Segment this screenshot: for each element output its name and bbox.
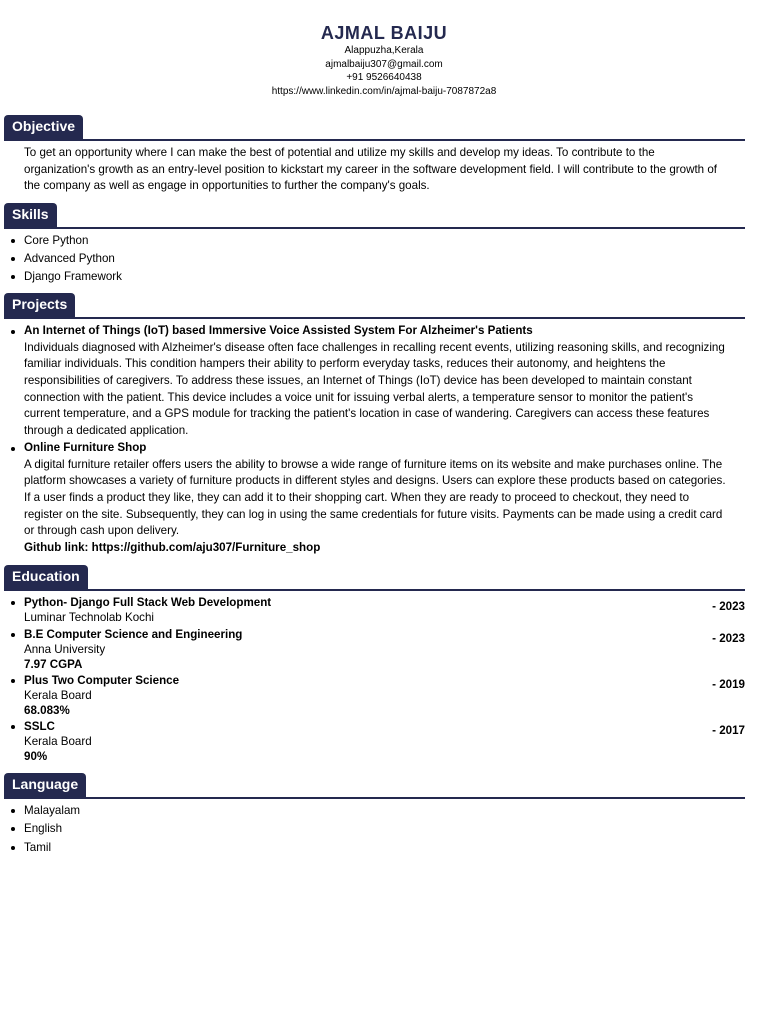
project-description: A digital furniture retailer offers users the ability to browse a wide range of furniture items on its website and make purchases online. The platform showcases a variety of furniture products in different styles and designs. Users can explore these products based on categories. If a user finds a product they like, they can add it to their shopping cart. When they are ready to proceed to checkout, they need to register on the site. Subsequently, they can log in using the same credentials for future visits. Payments can be made using a credit card or through cash upon delivery.	[24, 457, 726, 538]
education-list	[4, 595, 745, 764]
project-item	[4, 323, 727, 440]
education-year: - 2019	[712, 677, 745, 691]
skills-section	[4, 201, 745, 286]
objective-text: To get an opportunity where I can make the best of potential and utilize my skills and develop my ideas. To contribute to the organization's growth as an entry-level position to kickstart my career in the software development field. I will contribute to the growth of the company as well as engage in opportunities to further the company's goals.	[24, 145, 718, 193]
education-score: 7.97 CGPA	[24, 657, 83, 671]
projects-section	[4, 291, 745, 557]
github-link[interactable]: Github link: https://github.com/aju307/Furniture_shop	[24, 541, 321, 555]
education-score: 90%	[24, 749, 48, 763]
education-item	[4, 627, 745, 672]
skill-item: Django Framework	[4, 268, 745, 286]
skills-list	[4, 232, 745, 286]
projects-title: Projects	[4, 293, 75, 317]
projects-header	[4, 291, 745, 319]
language-title: Language	[4, 773, 86, 797]
language-item: Malayalam	[4, 802, 745, 821]
education-item	[4, 719, 745, 764]
skill-item: Advanced Python	[4, 250, 745, 268]
education-year: - 2023	[712, 599, 745, 613]
skills-title: Skills	[4, 203, 57, 227]
objective-title: Objective	[4, 115, 83, 139]
objective-section	[4, 113, 745, 195]
projects-list	[4, 323, 745, 557]
education-institution: Anna University	[24, 642, 106, 656]
education-title: Education	[4, 565, 88, 589]
language-section	[4, 771, 745, 858]
language-header	[4, 771, 745, 799]
location: Alappuzha,Kerala	[344, 45, 424, 56]
project-description: Individuals diagnosed with Alzheimer's disease often face challenges in recalling recent events, utilizing reasoning skills, and recognizing familiar individuals. This condition hampers their ability to perform everyday tasks, reduces their autonomy, and heightens the responsibilities of caregivers. To address these issues, an Internet of Things (IoT) device has been developed to maintain constant connection with the patient. This device includes a voice unit for issuing verbal alerts, a temperature sensor to monitor the patient's current temperature, and a GPS module for tracking the patient's location in case of wandering. Caregivers can access these features through a dedicated application.	[24, 340, 725, 438]
language-item: English	[4, 820, 745, 839]
education-year: - 2023	[712, 631, 745, 645]
education-degree: Python- Django Full Stack Web Development	[24, 595, 272, 609]
skills-header	[4, 201, 745, 229]
email[interactable]: ajmalbaiju307@gmail.com	[325, 58, 443, 70]
education-institution: Kerala Board	[24, 734, 92, 748]
education-section	[4, 563, 745, 764]
education-year: - 2017	[712, 723, 745, 737]
education-degree: B.E Computer Science and Engineering	[24, 627, 243, 641]
language-item: Tamil	[4, 839, 745, 858]
project-name: An Internet of Things (IoT) based Immersive Voice Assisted System For Alzheimer's Patients	[24, 323, 533, 337]
education-item	[4, 595, 745, 625]
candidate-name: AJMAL BAIJU	[320, 23, 448, 43]
skill-item: Core Python	[4, 232, 745, 250]
education-header	[4, 563, 745, 591]
project-item	[4, 440, 727, 557]
education-item	[4, 673, 745, 718]
linkedin-link[interactable]: https://www.linkedin.com/in/ajmal-baiju-7087872a8	[271, 86, 497, 98]
education-institution: Luminar Technolab Kochi	[24, 610, 154, 624]
education-institution: Kerala Board	[24, 688, 92, 702]
education-degree: Plus Two Computer Science	[24, 673, 180, 687]
phone: +91 9526640438	[346, 72, 422, 84]
resume-header	[0, 0, 768, 99]
project-name: Online Furniture Shop	[24, 440, 147, 454]
education-score: 68.083%	[24, 703, 70, 717]
education-degree: SSLC	[24, 719, 55, 733]
language-list	[4, 802, 745, 858]
objective-header	[4, 113, 745, 141]
